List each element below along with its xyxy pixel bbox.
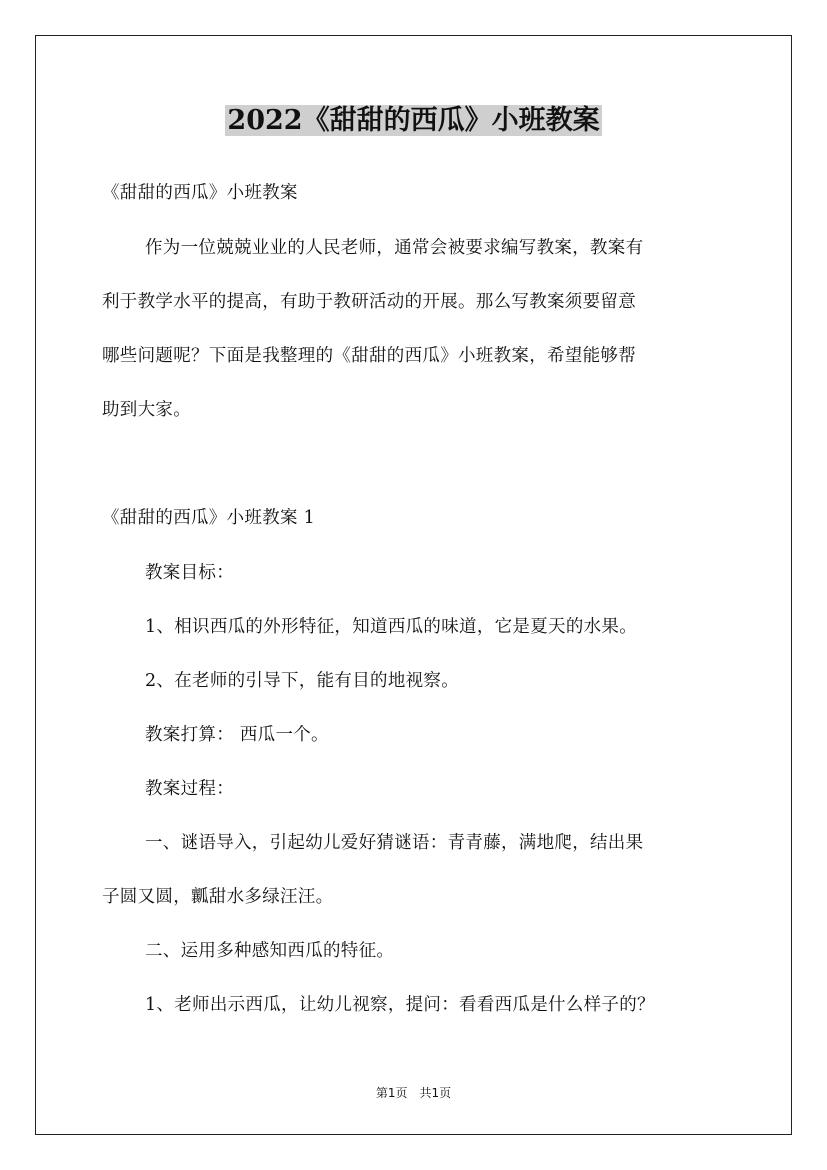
document-subtitle: 《甜甜的西瓜》小班教案 (102, 183, 298, 203)
body-line: 一、谜语导入，引起幼儿爱好猜谜语：青青藤，满地爬，结出果 (145, 833, 644, 853)
body-line: 1、老师出示西瓜，让幼儿视察，提问：看看西瓜是什么样子的？ (145, 995, 655, 1015)
body-line: 教案过程： (145, 779, 234, 799)
section-heading: 《甜甜的西瓜》小班教案 1 (102, 508, 316, 528)
body-line: 1、相识西瓜的外形特征，知道西瓜的味道，它是夏天的水果。 (145, 617, 638, 637)
body-line: 二、运用多种感知西瓜的特征。 (145, 941, 395, 961)
intro-line: 哪些问题呢？下面是我整理的《甜甜的西瓜》小班教案，希望能够帮 (102, 346, 636, 366)
document-title-text: 2022《甜甜的西瓜》小班教案 (227, 105, 600, 136)
body-line: 教案打算： 西瓜一个。 (145, 725, 329, 745)
page-footer: 第1页 共1页 (375, 1086, 452, 1100)
intro-line: 助到大家。 (102, 400, 191, 420)
body-line: 教案目标： (145, 563, 234, 583)
intro-line: 利于教学水平的提高，有助于教研活动的开展。那么写教案须要留意 (102, 292, 636, 312)
body-line: 2、在老师的引导下，能有目的地视察。 (145, 671, 460, 691)
intro-line: 作为一位兢兢业业的人民老师，通常会被要求编写教案，教案有 (145, 238, 644, 258)
document-title (0, 101, 827, 141)
body-line: 子圆又圆，瓤甜水多绿汪汪。 (102, 887, 334, 907)
